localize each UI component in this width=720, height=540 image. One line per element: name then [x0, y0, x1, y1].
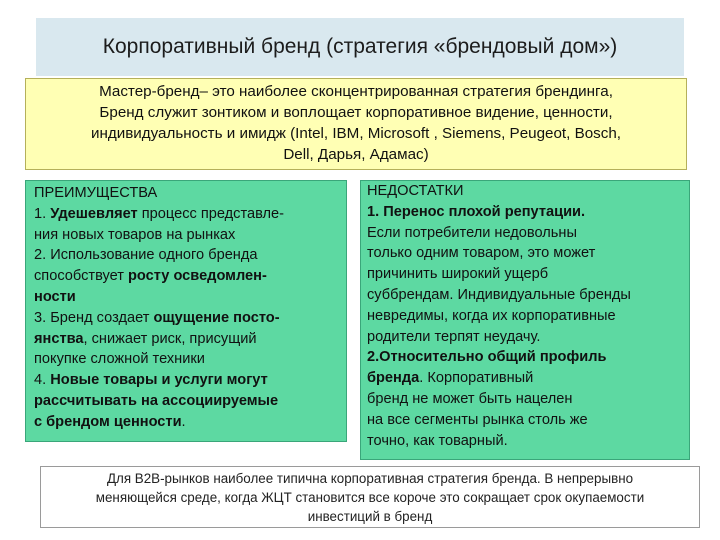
advantage-2-line-2 — [34, 266, 340, 287]
advantage-4-keyword-1: Новые товары и услуги могут — [50, 372, 268, 389]
footer-line-3: инвестиций в бренд — [307, 509, 433, 524]
advantage-1-line-2: ния новых товаров на рынках — [34, 226, 236, 243]
disadvantage-2-line-2: бренд не может быть нацелен — [367, 390, 573, 407]
disadvantage-2-text: . Корпоративный — [419, 370, 534, 387]
advantages-heading: ПРЕИМУЩЕСТВА — [34, 185, 158, 201]
advantage-3-text: 3. Бренд создает — [34, 309, 154, 326]
advantage-3-line-2 — [34, 329, 340, 350]
master-line-3: индивидуальность и имидж (Intel, IBM, Microsoft , Siemens, Peugeot, Bosch, — [90, 125, 622, 142]
advantage-4-line-2: рассчитывать на ассоциируемые — [34, 392, 279, 409]
disadvantage-2-title: 2.Относительно общий профиль — [367, 349, 607, 366]
advantage-1-keyword: Удешевляет — [50, 205, 138, 222]
master-brand-definition — [25, 78, 687, 170]
advantage-3-line-3: покупке сложной техники — [34, 351, 205, 368]
advantage-4-line-1 — [34, 370, 340, 391]
disadvantage-1-line-3: причинить широкий ущерб — [367, 266, 549, 283]
disadvantage-2-keyword: бренда — [367, 370, 420, 387]
disadvantage-1-line-1: Если потребители недовольны — [367, 224, 577, 241]
advantage-3-keyword: ощущение посто- — [153, 309, 280, 326]
disadvantage-1-line-6: родители терпят неудачу. — [367, 328, 541, 345]
disadvantage-2-line-3: на все сегменты рынка столь же — [367, 411, 588, 428]
advantage-4-keyword-3: с брендом ценности — [34, 413, 182, 430]
advantage-3-line-1 — [34, 308, 340, 329]
advantage-2-text: способствует — [34, 268, 129, 285]
disadvantage-1-line-5: невредимы, когда их корпоративные — [367, 307, 616, 324]
advantage-2-line-1: 2. Использование одного бренда — [34, 247, 258, 264]
footer-line-1: Для B2B-рынков наиболее типична корпоративная стратегия бренда. В непрерывно — [106, 471, 634, 486]
disadvantage-1-title: 1. Перенос плохой репутации. — [367, 203, 586, 220]
disadvantage-1-line-2: только одним товаром, это может — [367, 245, 596, 262]
disadvantage-2-line-1 — [367, 368, 685, 389]
master-line-2: Бренд служит зонтиком и воплощает корпоративное видение, ценности, — [99, 104, 613, 121]
advantage-3-keyword-end: янства — [34, 330, 84, 347]
advantage-1-number: 1. — [34, 205, 51, 222]
advantage-3-text-rest: , снижает риск, присущий — [83, 330, 257, 347]
advantage-4-number: 4. — [34, 372, 51, 389]
footer-line-2: меняющейся среде, когда ЖЦТ становится все короче это сокращает срок окупаемости — [95, 490, 645, 505]
slide-title-box — [36, 18, 684, 76]
disadvantages-heading: НЕДОСТАТКИ — [367, 183, 464, 199]
master-line-1: Мастер-бренд– это наиболее сконцентрированная стратегия брендинга, — [99, 83, 613, 100]
advantage-1-text: процесс представле- — [137, 205, 285, 222]
advantage-4-end: . — [181, 413, 186, 430]
slide-title: Корпоративный бренд (стратегия «брендовый дом») — [102, 35, 618, 58]
disadvantages-panel — [360, 180, 690, 460]
disadvantage-1-line-4: суббрендам. Индивидуальные бренды — [367, 286, 631, 303]
disadvantage-2-line-4: точно, как товарный. — [367, 432, 508, 449]
footer-note — [40, 466, 700, 528]
advantages-panel — [25, 180, 347, 442]
advantage-2-line-3: ности — [34, 288, 76, 305]
advantage-2-keyword: росту осведомлен- — [128, 268, 267, 285]
master-line-4: Dell, Дарья, Адамас) — [283, 146, 429, 163]
advantage-1 — [34, 204, 340, 225]
advantage-4-line-3 — [34, 412, 340, 433]
